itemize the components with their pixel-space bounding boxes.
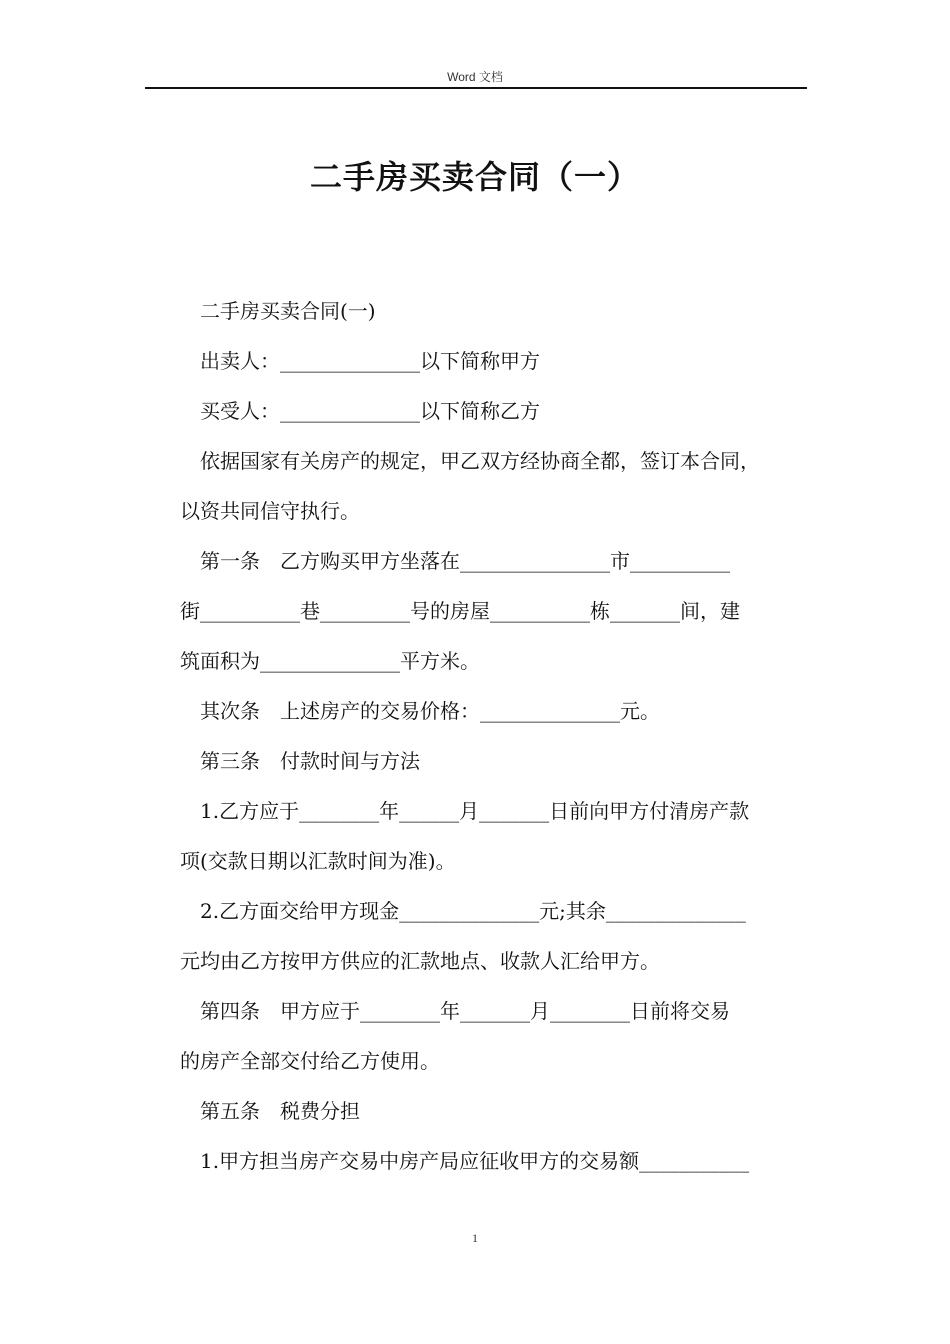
- doc-line: 其次条 上述房产的交易价格：______________元。: [200, 699, 660, 723]
- doc-line: 1.甲方担当房产交易中房产局应征收甲方的交易额___________: [200, 1149, 750, 1173]
- doc-line: 筑面积为______________平方米。: [180, 649, 480, 673]
- doc-line: 第三条 付款时间与方法: [200, 749, 420, 773]
- page-number: 1: [472, 1231, 478, 1245]
- doc-line: 二手房买卖合同(一): [200, 299, 376, 323]
- doc-line: 1.乙方应于________年______月_______日前向甲方付清房产款: [200, 799, 750, 823]
- doc-line: 买受人：______________以下简称乙方: [200, 399, 540, 423]
- doc-line: 的房产全部交付给乙方使用。: [180, 1049, 440, 1073]
- doc-line: 依据国家有关房产的规定，甲乙双方经协商全都，签订本合同，: [200, 449, 760, 473]
- header-rule: [145, 87, 807, 89]
- document-body: [180, 286, 810, 1186]
- doc-line: 2.乙方面交给甲方现金______________元;其余______________: [200, 899, 746, 923]
- document-title: 二手房买卖合同（一）: [309, 158, 640, 196]
- doc-line: 街__________巷_________号的房屋__________栋_______间，建: [180, 599, 740, 623]
- doc-line: 元均由乙方按甲方供应的汇款地点、收款人汇给甲方。: [180, 949, 660, 973]
- doc-line: 以资共同信守执行。: [180, 499, 360, 523]
- doc-line: 第一条 乙方购买甲方坐落在_______________市__________: [200, 549, 730, 573]
- page-header: Word 文档: [447, 70, 503, 84]
- doc-line: 出卖人：______________以下简称甲方: [200, 349, 540, 373]
- doc-line: 项(交款日期以汇款时间为准)。: [180, 849, 456, 873]
- doc-line: 第四条 甲方应于________年_______月________日前将交易: [200, 999, 730, 1023]
- doc-line: 第五条 税费分担: [200, 1099, 360, 1123]
